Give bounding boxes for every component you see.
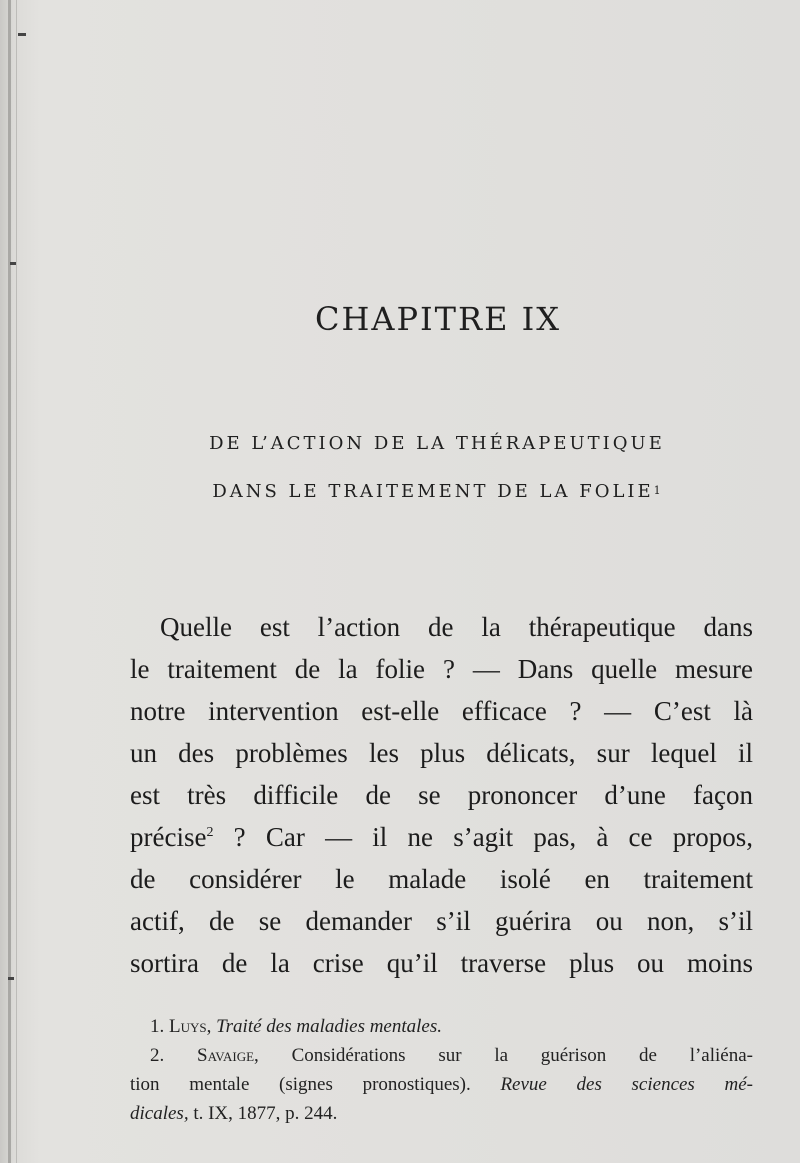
edge-mark — [18, 33, 26, 36]
edge-mark — [10, 262, 16, 265]
body-line: Quelle est l’action de la thérapeutique dans — [160, 612, 753, 642]
footnote-author: Savaige, — [197, 1045, 259, 1066]
body-line: notre intervention est-elle efficace ? — C’est là — [130, 696, 753, 726]
footnote-2 — [130, 1041, 753, 1070]
body-line: actif, de se demander s’il guérira ou non, s’il — [130, 906, 753, 936]
binding-edge-line — [16, 0, 17, 1163]
footnote-2-continued — [130, 1099, 753, 1128]
footnote-author: Luys, — [169, 1016, 212, 1037]
footnote-number: 2. — [150, 1045, 165, 1066]
chapter-title: CHAPITRE IX — [314, 300, 562, 338]
footnote-number: 1. — [150, 1016, 165, 1037]
footnote-text: t. IX, 1877, p. 244. — [193, 1103, 338, 1124]
footnote-text: tion mentale (signes pronostiques). — [130, 1074, 471, 1095]
footnote-1 — [130, 1012, 753, 1041]
chapter-subtitle-line-2 — [170, 481, 706, 502]
body-line: est très difficile de se prononcer d’une façon — [130, 780, 753, 810]
footnote-2-continued — [130, 1070, 753, 1099]
footnote-reference: 2 — [206, 825, 214, 840]
body-line — [130, 816, 753, 858]
body-line: le traitement de la folie ? — Dans quelle mesure — [130, 654, 753, 684]
edge-mark — [8, 977, 14, 980]
chapter-subtitle-text: DANS LE TRAITEMENT DE LA FOLIE — [212, 481, 654, 502]
body-line: un des problèmes les plus délicats, sur lequel il — [130, 738, 753, 768]
footnote-journal: dicales, — [130, 1103, 189, 1124]
body-line: sortira de la crise qu’il traverse plus ou moins — [130, 948, 753, 978]
footnote-journal: Revue des sciences mé- — [500, 1074, 753, 1095]
footnote-text: Considérations sur la guérison de l’aliéna- — [291, 1045, 753, 1066]
body-line-text: précise — [130, 822, 207, 852]
footnote-title: Traité des maladies mentales. — [216, 1016, 443, 1037]
body-line-text: ? Car — il ne s’agit pas, à ce propos, — [213, 822, 753, 852]
body-paragraph — [130, 606, 753, 984]
body-line: de considérer le malade isolé en traitement — [130, 864, 753, 894]
footnotes — [130, 1012, 753, 1128]
footnote-reference: 1 — [653, 484, 664, 497]
binding-edge — [8, 0, 11, 1163]
chapter-subtitle-line-1: DE L’ACTION DE LA THÉRAPEUTIQUE — [209, 433, 665, 454]
